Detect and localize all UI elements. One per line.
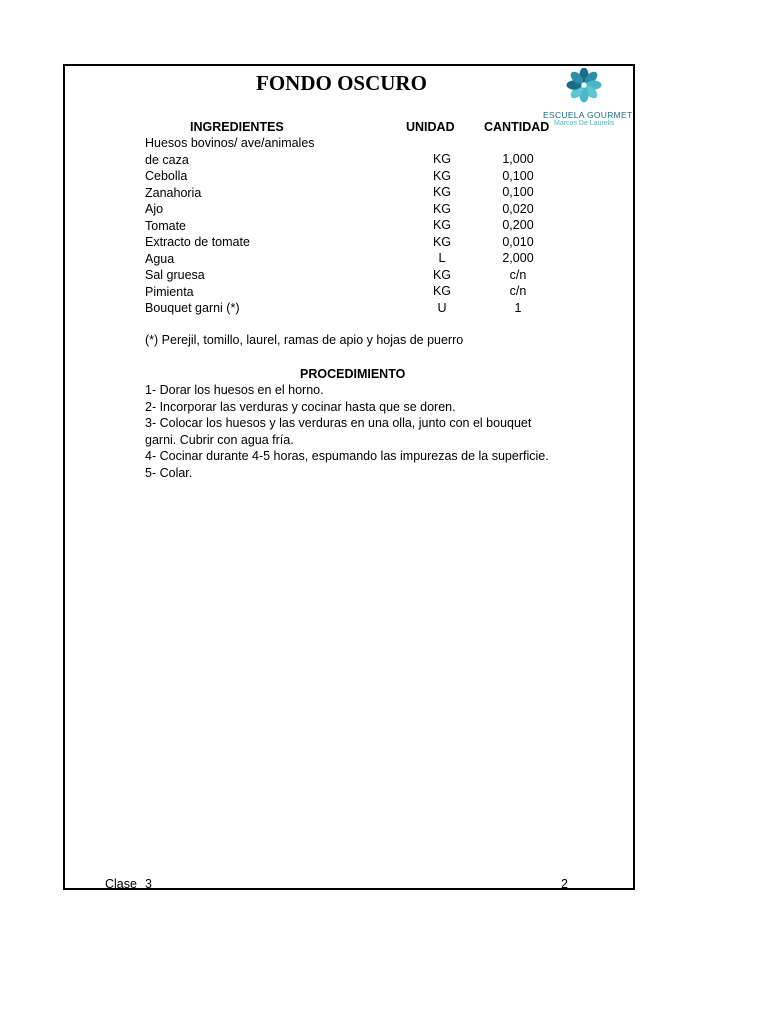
- header-unit: UNIDAD: [406, 120, 455, 134]
- ingredient-units: [411, 151, 473, 316]
- header-ingredients: INGREDIENTES: [190, 120, 284, 134]
- ingredient-name: de caza: [145, 152, 189, 167]
- procedure-step: 1- Dorar los huesos en el horno.: [145, 383, 324, 397]
- ingredient-quantity: 0,020: [502, 201, 534, 216]
- ingredient-name: Sal gruesa: [145, 268, 205, 282]
- ingredient-unit: KG: [432, 218, 452, 232]
- ingredient-quantities: [488, 151, 548, 316]
- footer-class-number: 3: [145, 877, 152, 891]
- ingredient-quantity: 1: [514, 300, 522, 315]
- ingredient-name: Agua: [145, 251, 175, 266]
- ingredient-quantity: 2,000: [502, 251, 534, 265]
- ingredient-quantity: 0,010: [502, 234, 534, 249]
- ingredient-unit: KG: [432, 152, 452, 166]
- procedure-step: 5- Colar.: [145, 465, 193, 480]
- ingredient-name: Cebolla: [145, 169, 188, 183]
- ingredient-unit: KG: [432, 234, 452, 249]
- procedure-step: 4- Cocinar durante 4-5 horas, espumando las impurezas de la superficie.: [145, 449, 549, 463]
- ingredient-unit: KG: [432, 168, 452, 183]
- document-title: FONDO OSCURO: [256, 71, 427, 95]
- ingredient-name: Ajo: [145, 202, 164, 216]
- procedure-step: 2- Incorporar las verduras y cocinar hasta que se doren.: [145, 399, 456, 414]
- ingredient-quantity: c/n: [509, 284, 527, 298]
- ingredient-names: [145, 135, 315, 317]
- ingredient-quantity: 1,000: [502, 152, 534, 166]
- ingredient-name: Huesos bovinos/ ave/animales: [145, 136, 315, 150]
- procedure-steps: [145, 382, 549, 481]
- ingredient-quantity: c/n: [509, 267, 527, 282]
- ingredient-name: Pimienta: [145, 284, 194, 299]
- footer-page-number: 2: [561, 877, 568, 891]
- school-logo: [540, 68, 636, 130]
- ingredient-unit: L: [438, 251, 446, 265]
- ingredient-unit: KG: [432, 185, 452, 199]
- procedure-step: garni. Cubrir con agua fría.: [145, 432, 294, 447]
- header-quantity: CANTIDAD: [484, 120, 550, 134]
- ingredient-unit: U: [437, 300, 447, 315]
- procedure-title: PROCEDIMIENTO: [300, 367, 406, 381]
- ingredient-quantity: 0,100: [502, 185, 534, 199]
- ingredient-name: Bouquet garni (*): [145, 301, 240, 315]
- procedure-step: 3- Colocar los huesos y las verduras en una olla, junto con el bouquet: [145, 416, 532, 430]
- ingredient-quantity: 0,200: [502, 218, 534, 232]
- logo-subtitle: Marcos De Laurelis: [554, 120, 615, 127]
- flower-logo-icon: [566, 68, 610, 108]
- ingredient-unit: KG: [432, 201, 452, 216]
- ingredient-unit: KG: [432, 284, 452, 298]
- logo-name: ESCUELA GOURMET: [543, 110, 633, 120]
- footer-class-label: Clase: [105, 877, 137, 891]
- ingredient-name: Zanahoria: [145, 185, 202, 200]
- ingredient-name: Tomate: [145, 218, 186, 233]
- ingredient-name: Extracto de tomate: [145, 235, 250, 249]
- ingredient-quantity: 0,100: [502, 168, 534, 183]
- bouquet-garni-note: (*) Perejil, tomillo, laurel, ramas de apio y hojas de puerro: [145, 333, 464, 347]
- ingredient-unit: KG: [432, 267, 452, 282]
